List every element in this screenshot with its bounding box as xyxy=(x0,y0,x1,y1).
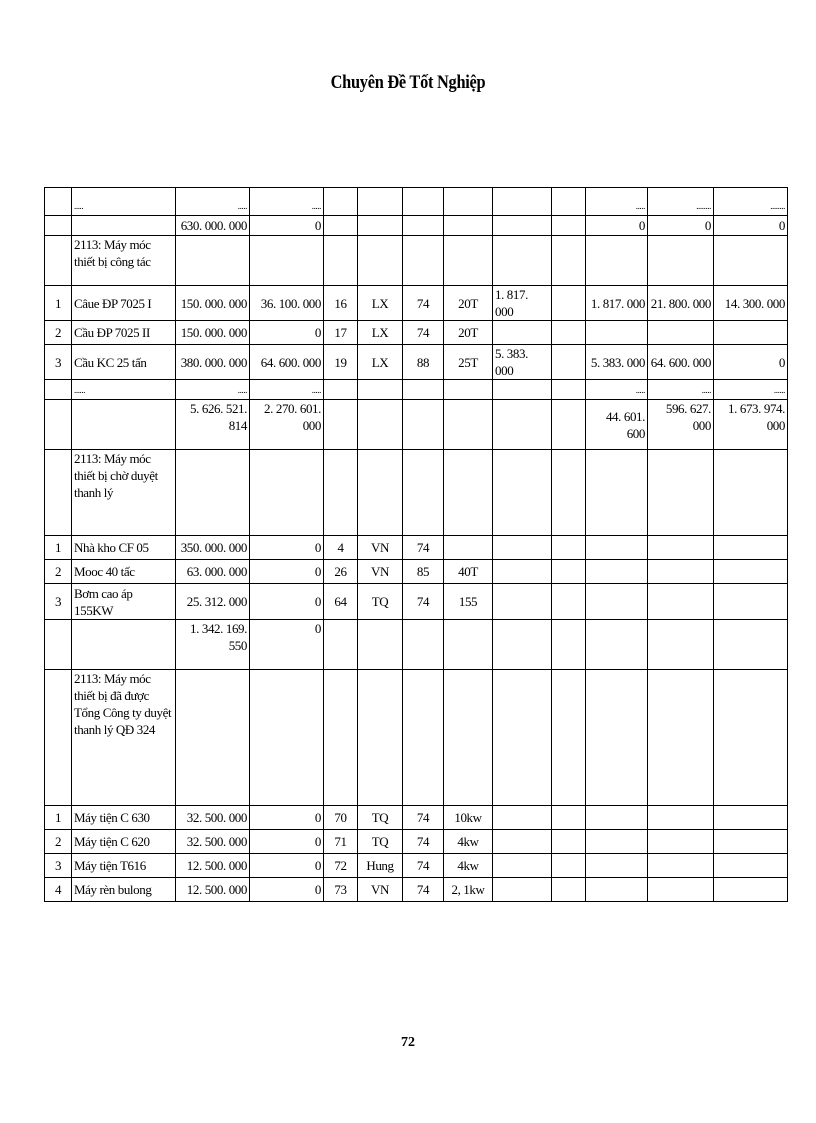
cell-code xyxy=(324,450,358,536)
table-row xyxy=(45,830,788,854)
cell-code xyxy=(324,620,358,670)
cell-capacity xyxy=(444,536,493,560)
cell-stt xyxy=(45,236,72,286)
cell-original-cost: 350. 000. 000 xyxy=(176,536,250,560)
cell-stt xyxy=(45,400,72,450)
cell-year: 74 xyxy=(403,830,444,854)
cell-value-a xyxy=(493,188,552,216)
cell-year xyxy=(403,450,444,536)
table-row xyxy=(45,188,788,216)
cell-depreciation: 0 xyxy=(250,854,324,878)
table-row xyxy=(45,878,788,902)
cell-original-cost: 1. 342. 169. 550 xyxy=(176,620,250,670)
cell-depreciation xyxy=(250,236,324,286)
cell-depreciation: 36. 100. 000 xyxy=(250,286,324,321)
cell-value-c xyxy=(586,806,648,830)
cell-value-d xyxy=(648,560,714,584)
cell-year: 74 xyxy=(403,536,444,560)
cell-name: Cầu ĐP 7025 II xyxy=(72,321,176,345)
cell-name: ...... xyxy=(72,380,176,400)
cell-value-e: ...... xyxy=(714,380,788,400)
cell-value-d: 596. 627. 000 xyxy=(648,400,714,450)
cell-code xyxy=(324,670,358,806)
table-row xyxy=(45,380,788,400)
cell-name: 2113: Máy móc thiết bị chờ duyệt thanh lý xyxy=(72,450,176,536)
cell-depreciation: 0 xyxy=(250,536,324,560)
cell-year xyxy=(403,380,444,400)
cell-capacity: 20T xyxy=(444,321,493,345)
cell-value-e xyxy=(714,830,788,854)
cell-value-e xyxy=(714,620,788,670)
cell-depreciation: 0 xyxy=(250,830,324,854)
cell-value-c xyxy=(586,321,648,345)
cell-origin: VN xyxy=(358,560,403,584)
cell-value-a xyxy=(493,380,552,400)
cell-depreciation: 0 xyxy=(250,216,324,236)
cell-value-a xyxy=(493,321,552,345)
cell-year xyxy=(403,400,444,450)
cell-value-d xyxy=(648,878,714,902)
cell-value-c xyxy=(586,450,648,536)
table-row xyxy=(45,345,788,380)
cell-origin xyxy=(358,188,403,216)
cell-code: 73 xyxy=(324,878,358,902)
cell-value-b xyxy=(552,400,586,450)
cell-capacity: 10kw xyxy=(444,806,493,830)
cell-stt: 3 xyxy=(45,854,72,878)
cell-value-b xyxy=(552,584,586,620)
table-row xyxy=(45,670,788,806)
cell-original-cost: 32. 500. 000 xyxy=(176,806,250,830)
cell-origin: TQ xyxy=(358,584,403,620)
cell-stt: 1 xyxy=(45,286,72,321)
cell-capacity xyxy=(444,450,493,536)
cell-depreciation xyxy=(250,670,324,806)
cell-value-b xyxy=(552,560,586,584)
cell-value-d: ..... xyxy=(648,380,714,400)
cell-original-cost xyxy=(176,236,250,286)
table-row xyxy=(45,806,788,830)
cell-value-b xyxy=(552,854,586,878)
cell-value-a: 1. 817. 000 xyxy=(493,286,552,321)
cell-value-c xyxy=(586,878,648,902)
cell-value-b xyxy=(552,286,586,321)
cell-capacity: 155 xyxy=(444,584,493,620)
cell-value-b xyxy=(552,830,586,854)
cell-value-a: 5. 383. 000 xyxy=(493,345,552,380)
cell-stt: 3 xyxy=(45,345,72,380)
cell-original-cost: 63. 000. 000 xyxy=(176,560,250,584)
page-number: 72 xyxy=(401,1035,415,1050)
cell-value-a xyxy=(493,400,552,450)
cell-depreciation xyxy=(250,450,324,536)
cell-value-c: ..... xyxy=(586,188,648,216)
cell-value-d xyxy=(648,806,714,830)
cell-year xyxy=(403,670,444,806)
cell-value-a xyxy=(493,620,552,670)
cell-depreciation: ..... xyxy=(250,380,324,400)
cell-value-b xyxy=(552,450,586,536)
cell-value-a xyxy=(493,560,552,584)
cell-capacity xyxy=(444,620,493,670)
cell-original-cost: 150. 000. 000 xyxy=(176,321,250,345)
cell-origin xyxy=(358,400,403,450)
cell-value-d xyxy=(648,670,714,806)
cell-value-e xyxy=(714,560,788,584)
table-row xyxy=(45,236,788,286)
cell-origin xyxy=(358,236,403,286)
cell-value-e xyxy=(714,450,788,536)
cell-capacity xyxy=(444,236,493,286)
cell-name: Máy tiện T616 xyxy=(72,854,176,878)
cell-value-c xyxy=(586,584,648,620)
cell-code: 26 xyxy=(324,560,358,584)
cell-depreciation: 64. 600. 000 xyxy=(250,345,324,380)
cell-name: Nhà kho CF 05 xyxy=(72,536,176,560)
cell-value-c xyxy=(586,536,648,560)
cell-value-e xyxy=(714,670,788,806)
cell-value-a xyxy=(493,806,552,830)
cell-capacity: 4kw xyxy=(444,854,493,878)
cell-value-e xyxy=(714,584,788,620)
cell-capacity xyxy=(444,380,493,400)
cell-value-e: 14. 300. 000 xyxy=(714,286,788,321)
page-title: Chuyên Đề Tốt Nghiệp xyxy=(330,72,486,93)
cell-value-c xyxy=(586,670,648,806)
cell-capacity: 25T xyxy=(444,345,493,380)
cell-year: 85 xyxy=(403,560,444,584)
cell-year xyxy=(403,188,444,216)
cell-name: 2113: Máy móc thiết bị đã được Tổng Công ty duyệt thanh lý QĐ 324 xyxy=(72,670,176,806)
cell-value-d xyxy=(648,321,714,345)
cell-original-cost: 630. 000. 000 xyxy=(176,216,250,236)
table-row xyxy=(45,560,788,584)
cell-value-a xyxy=(493,216,552,236)
cell-original-cost: ..... xyxy=(176,188,250,216)
cell-name: ..... xyxy=(72,188,176,216)
cell-value-d xyxy=(648,236,714,286)
cell-value-d xyxy=(648,450,714,536)
cell-name: Máy rèn bulong xyxy=(72,878,176,902)
cell-original-cost xyxy=(176,670,250,806)
cell-year: 74 xyxy=(403,878,444,902)
cell-value-b xyxy=(552,536,586,560)
cell-capacity: 4kw xyxy=(444,830,493,854)
cell-year: 74 xyxy=(403,806,444,830)
asset-table xyxy=(44,187,788,902)
cell-value-b xyxy=(552,670,586,806)
cell-capacity xyxy=(444,216,493,236)
cell-original-cost: 5. 626. 521. 814 xyxy=(176,400,250,450)
cell-original-cost: 12. 500. 000 xyxy=(176,878,250,902)
cell-origin: TQ xyxy=(358,830,403,854)
cell-capacity: 40T xyxy=(444,560,493,584)
cell-depreciation: 2. 270. 601. 000 xyxy=(250,400,324,450)
cell-capacity: 20T xyxy=(444,286,493,321)
table-row xyxy=(45,536,788,560)
table-row xyxy=(45,400,788,450)
cell-origin: Hung xyxy=(358,854,403,878)
cell-value-e: 0 xyxy=(714,345,788,380)
cell-depreciation: 0 xyxy=(250,878,324,902)
cell-value-b xyxy=(552,878,586,902)
cell-origin: LX xyxy=(358,321,403,345)
cell-origin xyxy=(358,216,403,236)
cell-name: 2113: Máy móc thiết bị công tác xyxy=(72,236,176,286)
cell-name: Cầu KC 25 tấn xyxy=(72,345,176,380)
cell-depreciation: 0 xyxy=(250,560,324,584)
cell-value-c xyxy=(586,236,648,286)
cell-value-d: 64. 600. 000 xyxy=(648,345,714,380)
cell-value-d xyxy=(648,584,714,620)
cell-value-a xyxy=(493,854,552,878)
cell-code: 4 xyxy=(324,536,358,560)
cell-value-b xyxy=(552,380,586,400)
cell-value-b xyxy=(552,806,586,830)
cell-value-e: 1. 673. 974. 000 xyxy=(714,400,788,450)
cell-code xyxy=(324,400,358,450)
cell-capacity xyxy=(444,400,493,450)
cell-value-a xyxy=(493,670,552,806)
cell-original-cost xyxy=(176,450,250,536)
cell-value-e: 0 xyxy=(714,216,788,236)
cell-value-c xyxy=(586,560,648,584)
cell-value-d xyxy=(648,854,714,878)
cell-value-a xyxy=(493,584,552,620)
cell-origin xyxy=(358,620,403,670)
cell-code xyxy=(324,236,358,286)
cell-year: 74 xyxy=(403,584,444,620)
cell-original-cost: 150. 000. 000 xyxy=(176,286,250,321)
cell-original-cost: 32. 500. 000 xyxy=(176,830,250,854)
cell-code xyxy=(324,380,358,400)
cell-value-d: 21. 800. 000 xyxy=(648,286,714,321)
cell-depreciation: 0 xyxy=(250,584,324,620)
cell-code: 64 xyxy=(324,584,358,620)
cell-stt xyxy=(45,380,72,400)
cell-value-e xyxy=(714,854,788,878)
table-row xyxy=(45,450,788,536)
cell-name: Máy tiện C 630 xyxy=(72,806,176,830)
cell-value-c: ..... xyxy=(586,380,648,400)
cell-value-e xyxy=(714,806,788,830)
cell-value-b xyxy=(552,345,586,380)
cell-stt xyxy=(45,216,72,236)
cell-capacity xyxy=(444,188,493,216)
table-row xyxy=(45,854,788,878)
cell-stt: 2 xyxy=(45,321,72,345)
cell-capacity xyxy=(444,670,493,806)
cell-stt: 2 xyxy=(45,560,72,584)
cell-value-b xyxy=(552,188,586,216)
cell-value-e xyxy=(714,536,788,560)
cell-original-cost: 12. 500. 000 xyxy=(176,854,250,878)
cell-stt xyxy=(45,620,72,670)
cell-stt: 1 xyxy=(45,536,72,560)
cell-year xyxy=(403,216,444,236)
cell-origin: LX xyxy=(358,286,403,321)
cell-origin xyxy=(358,450,403,536)
cell-origin: LX xyxy=(358,345,403,380)
cell-code: 71 xyxy=(324,830,358,854)
cell-value-a xyxy=(493,878,552,902)
cell-value-d xyxy=(648,620,714,670)
cell-value-c: 1. 817. 000 xyxy=(586,286,648,321)
cell-origin: TQ xyxy=(358,806,403,830)
cell-value-b xyxy=(552,620,586,670)
cell-code: 19 xyxy=(324,345,358,380)
cell-year xyxy=(403,236,444,286)
cell-depreciation: 0 xyxy=(250,321,324,345)
cell-name xyxy=(72,620,176,670)
cell-origin xyxy=(358,380,403,400)
cell-value-c xyxy=(586,830,648,854)
cell-depreciation: ..... xyxy=(250,188,324,216)
cell-year: 74 xyxy=(403,854,444,878)
table-row xyxy=(45,321,788,345)
cell-value-b xyxy=(552,321,586,345)
cell-original-cost: ..... xyxy=(176,380,250,400)
cell-value-e: ........ xyxy=(714,188,788,216)
cell-value-a xyxy=(493,450,552,536)
cell-value-d xyxy=(648,830,714,854)
cell-name xyxy=(72,216,176,236)
cell-value-a xyxy=(493,236,552,286)
cell-original-cost: 380. 000. 000 xyxy=(176,345,250,380)
cell-code xyxy=(324,188,358,216)
cell-value-a xyxy=(493,830,552,854)
cell-origin: VN xyxy=(358,536,403,560)
cell-value-c xyxy=(586,854,648,878)
cell-value-d xyxy=(648,536,714,560)
cell-year: 88 xyxy=(403,345,444,380)
cell-stt xyxy=(45,188,72,216)
cell-name xyxy=(72,400,176,450)
cell-code: 16 xyxy=(324,286,358,321)
cell-code: 70 xyxy=(324,806,358,830)
cell-depreciation: 0 xyxy=(250,806,324,830)
cell-name: Câue ĐP 7025 I xyxy=(72,286,176,321)
cell-stt xyxy=(45,670,72,806)
cell-name: Bơm cao áp 155KW xyxy=(72,584,176,620)
cell-value-e xyxy=(714,878,788,902)
cell-name: Máy tiện C 620 xyxy=(72,830,176,854)
table-row xyxy=(45,620,788,670)
cell-value-c: 0 xyxy=(586,216,648,236)
cell-value-a xyxy=(493,536,552,560)
cell-stt xyxy=(45,450,72,536)
cell-value-d: ........ xyxy=(648,188,714,216)
cell-year: 74 xyxy=(403,321,444,345)
cell-depreciation: 0 xyxy=(250,620,324,670)
cell-original-cost: 25. 312. 000 xyxy=(176,584,250,620)
cell-value-c: 44. 601. 600 xyxy=(586,400,648,450)
table-row xyxy=(45,286,788,321)
cell-stt: 4 xyxy=(45,878,72,902)
cell-origin: VN xyxy=(358,878,403,902)
cell-code: 17 xyxy=(324,321,358,345)
cell-stt: 2 xyxy=(45,830,72,854)
table-row xyxy=(45,584,788,620)
cell-year xyxy=(403,620,444,670)
cell-capacity: 2, 1kw xyxy=(444,878,493,902)
cell-value-b xyxy=(552,236,586,286)
cell-code xyxy=(324,216,358,236)
cell-name: Mooc 40 tấc xyxy=(72,560,176,584)
cell-value-c xyxy=(586,620,648,670)
cell-code: 72 xyxy=(324,854,358,878)
cell-value-e xyxy=(714,321,788,345)
cell-value-b xyxy=(552,216,586,236)
cell-value-e xyxy=(714,236,788,286)
table-row xyxy=(45,216,788,236)
cell-value-d: 0 xyxy=(648,216,714,236)
cell-origin xyxy=(358,670,403,806)
cell-year: 74 xyxy=(403,286,444,321)
cell-stt: 3 xyxy=(45,584,72,620)
cell-value-c: 5. 383. 000 xyxy=(586,345,648,380)
cell-stt: 1 xyxy=(45,806,72,830)
